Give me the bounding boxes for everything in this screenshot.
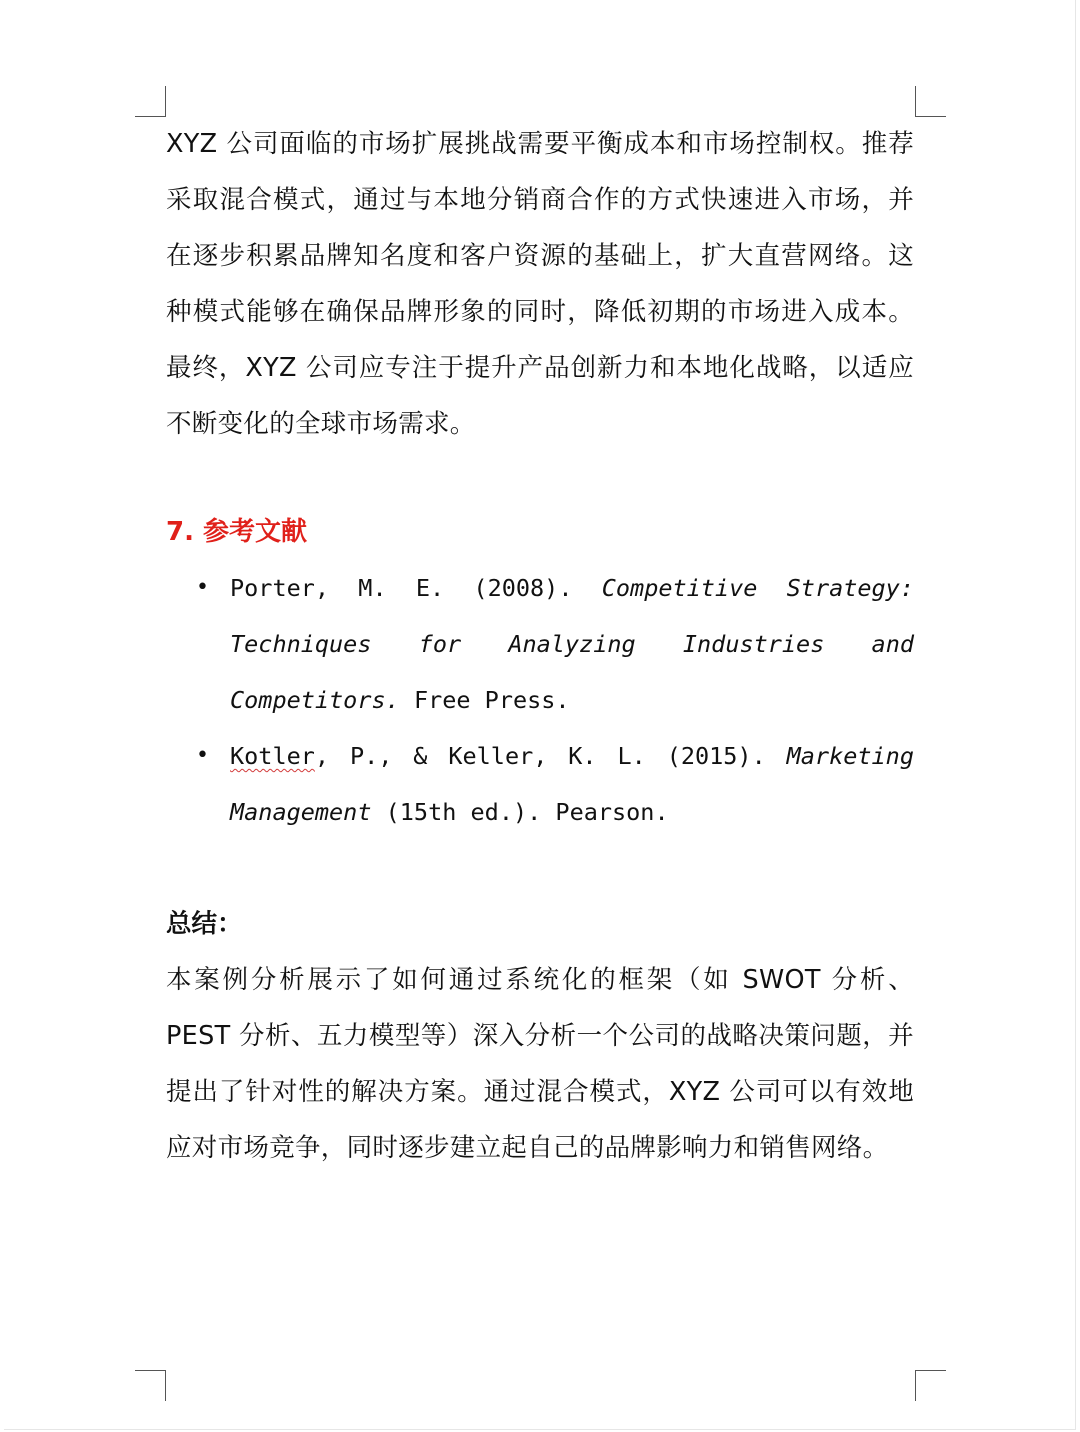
references-list xyxy=(166,560,914,840)
bullet-icon: • xyxy=(196,743,209,768)
reference-publisher: Free Press. xyxy=(413,686,570,714)
reference-title: Marketing Management xyxy=(230,742,914,826)
reference-publisher: (15th ed.). Pearson. xyxy=(385,798,669,826)
spellcheck-flagged-word[interactable]: Kotler xyxy=(230,742,315,770)
margin-marker-bottom-left xyxy=(135,1370,166,1401)
reference-item-kotler xyxy=(166,728,914,840)
reference-title: Competitive Strategy: Techniques for Analyzing Industries and Competitors. xyxy=(230,574,914,714)
document-body xyxy=(166,116,914,1176)
margin-marker-top-left xyxy=(135,86,166,117)
bullet-icon: • xyxy=(196,575,209,600)
reference-item-porter xyxy=(166,560,914,728)
references-heading: 7. 参考文献 xyxy=(166,517,308,547)
margin-marker-top-right xyxy=(915,86,946,117)
summary-heading: 总结： xyxy=(166,909,243,939)
margin-marker-bottom-right xyxy=(915,1370,946,1401)
summary-paragraph: 本案例分析展示了如何通过系统化的框架（如 SWOT 分析、PEST 分析、五力模型等）深入分析一个公司的战略决策问题，并提出了针对性的解决方案。通过混合模式，XYZ 公司可以有效地应对市场竞争，同时逐步建立起自己的品牌影响力和销售网络。 xyxy=(166,965,914,1163)
reference-authors: , P., & Keller, K. L. (2015). xyxy=(314,742,766,770)
reference-authors: Porter, M. E. (2008). xyxy=(230,574,573,602)
intro-paragraph: XYZ 公司面临的市场扩展挑战需要平衡成本和市场控制权。推荐采取混合模式，通过与本地分销商合作的方式快速进入市场，并在逐步积累品牌知名度和客户资源的基础上，扩大直营网络。这种模式能够在确保品牌形象的同时，降低初期的市场进入成本。最终，XYZ 公司应专注于提升产品创新力和本地化战略，以适应不断变化的全球市场需求。 xyxy=(166,129,914,439)
